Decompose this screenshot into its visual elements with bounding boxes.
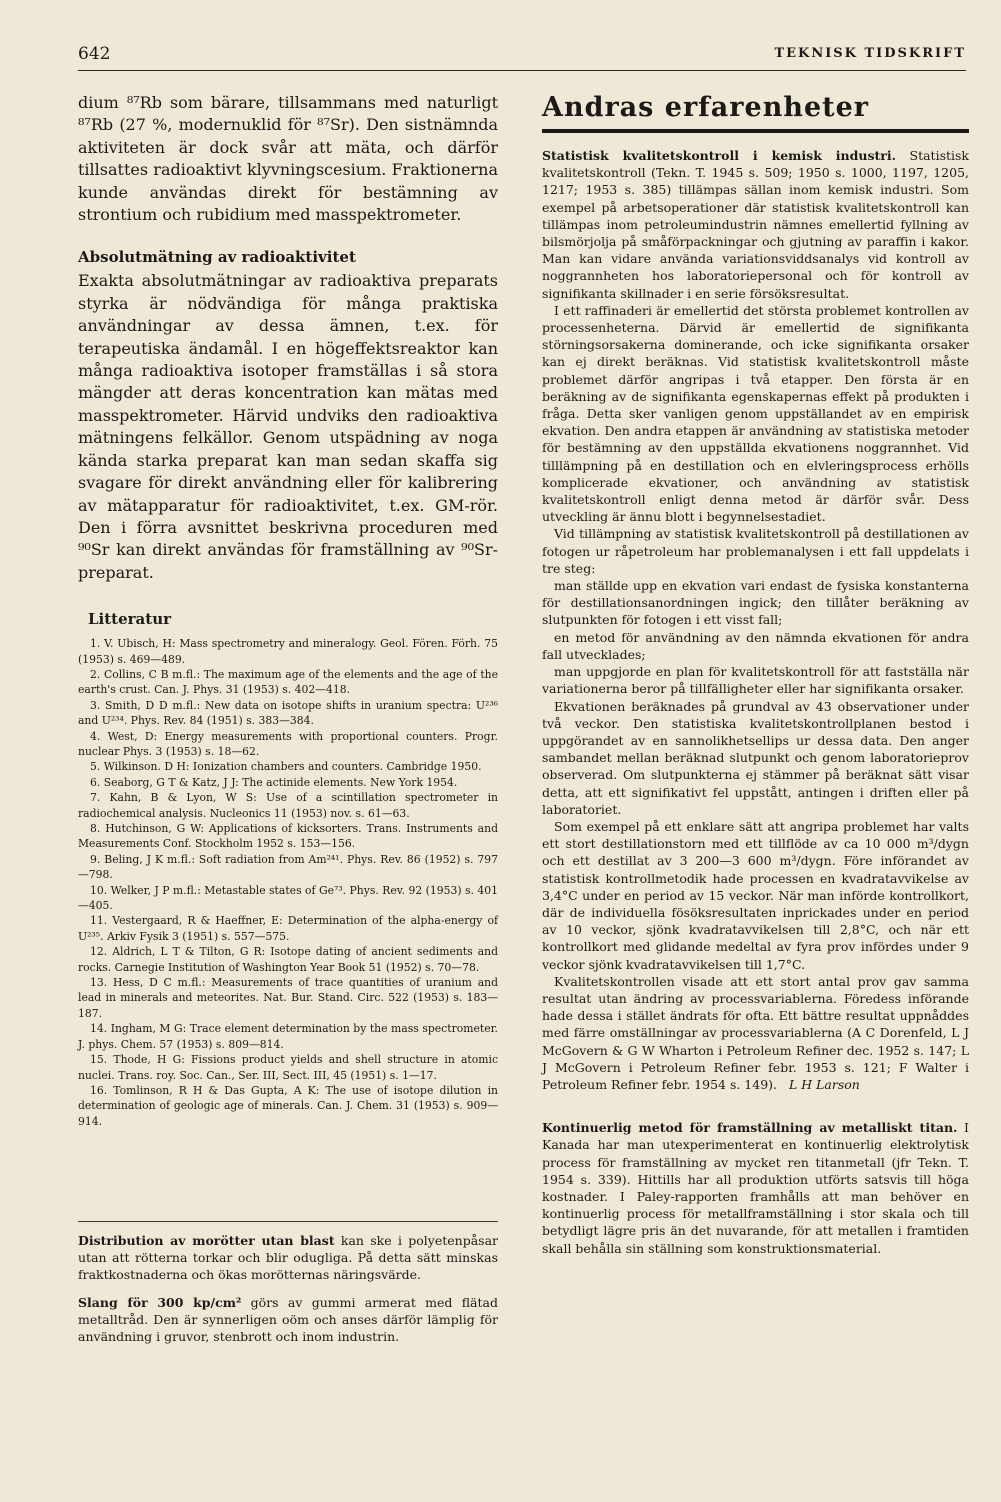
article1-step: en metod för användning av den nämnda ekvationen för andra fall utvecklades; bbox=[542, 629, 969, 662]
reference-item: 7. Kahn, B & Lyon, W S: Use of a scintillation spectrometer in radiochemical analysis. Nucleonics 11 (1953) nov. s. 61—63. bbox=[78, 791, 498, 820]
right-column bbox=[542, 92, 969, 1257]
notes-divider bbox=[78, 1221, 498, 1222]
article2-lead: Kontinuerlig metod för framställning av metalliskt titan. bbox=[542, 1120, 958, 1136]
reference-item: 12. Aldrich, L T & Tilton, G R: Isotope dating of ancient sediments and rocks. Carnegie Institution of Washington Year Book 51 (1952) s. 70—78. bbox=[78, 945, 498, 974]
article1-step: man uppgjorde en plan för kvalitetskontroll för att fastställa när variationerna beror på tillfälligheter eller har signifikanta orsaker. bbox=[542, 664, 969, 697]
left-notes bbox=[78, 1232, 498, 1345]
reference-item: 15. Thode, H G: Fissions product yields and shell structure in atomic nuclei. Trans. roy. Soc. Can., Ser. III, Sect. III, 45 (1951) s. 1—17. bbox=[78, 1053, 498, 1082]
note-hose-text: görs av gummi armerat med flätad metalltråd. Den är synnerligen oöm och anses därför lämplig för användning i gruvor, stenbrott och inom industrin. bbox=[78, 1294, 498, 1345]
author-signature: L H Larson bbox=[788, 1076, 860, 1092]
absolut-paragraph: Exakta absolutmätningar av radioaktiva preparats styrka är nödvändiga för många praktiska användningar av dessa ämnen, t.ex. för terapeutiska ändamål. I en högeffektsreaktor kan många radioaktiva isotoper framställas i så stora mängder att deras koncentration kan mätas med masspektrometer. Härvid undviks den radioaktiva mätningens felkällor. Genom utspädning av noga kända starka preparat kan man sedan skaffa sig svagare för direkt användning eller för kalibrering av mätapparatur för radioaktivitet, t.ex. GM-rör. Den i förra avsnittet beskrivna proceduren med ⁹⁰Sr kan direkt användas för framställning av ⁹⁰Sr-preparat. bbox=[78, 271, 498, 582]
reference-item: 11. Vestergaard, R & Haeffner, E: Determination of the alpha-energy of U²³⁵. Arkiv Fysik 3 (1951) s. 557—575. bbox=[78, 914, 498, 943]
article2-text: I Kanada har man utexperimenterat en kontinuerlig elektrolytisk process för framställning av mycket ren titanmetall (jfr Tekn. T. 1954 s. 339). Hittills har all produktion utförts satsvis till höga kostnader. I Paley-rapporten framhålls att man behöver en kontinuerlig process för metallframställning i stor skala och till betydligt lägre pris än det nuvarande, för att metallen i framtiden skall behålla sin ställning som konstruktionsmaterial. bbox=[542, 1120, 969, 1256]
article1-final-text: Kvalitetskontrollen visade att ett stort antal prov gav samma resultat utan ändring av processvariablerna. Föredess införande hade dessa i stället ändrats för ofta. Ett bättre resultat uppnåddes med färre omställningar av processvariablerna (A C Dorenfeld, L J McGovern & G W Wharton i Petroleum Refiner dec. 1952 s. 147; L J McGovern i Petroleum Refiner febr. 1953 s. 121; F Walter i Petroleum Refiner febr. 1954 s. 149). bbox=[542, 973, 969, 1092]
reference-item: 14. Ingham, M G: Trace element determination by the mass spectrometer. J. phys. Chem. 57 (1953) s. 809—814. bbox=[78, 1022, 498, 1051]
reference-item: 3. Smith, D D m.fl.: New data on isotope shifts in uranium spectra: U²³⁶ and U²³⁴. Phys. Rev. 84 (1951) s. 383—384. bbox=[78, 698, 498, 728]
page-number: 642 bbox=[78, 44, 111, 64]
article1-intro-text: Statistisk kvalitetskontroll (Tekn. T. 1945 s. 509; 1950 s. 1000, 1197, 1205, 1217; 1953 s. 385) tillämpas sällan inom kemisk industri. Som exempel på arbetsoperationer där statistisk kvalitetskontroll kan tillämpas inom petroleumindustrin nämnes emellertid fyllning av bilsmörjolja på småförpackningar och gjutning av paraffin i kakor. Man kan vidare använda variationsviddsanalys vid kontroll av noggrannheten hos laboratoriepersonal och för kontroll av signifikanta skillnader i en serie försöksresultat. bbox=[542, 148, 969, 301]
header-rule bbox=[78, 70, 966, 71]
article1-paragraph: I ett raffinaderi är emellertid det största problemet kontrollen av processenheterna. Därvid är emellertid de signifikanta störningsorsakerna dominerande, och icke signifikanta orsaker kan ej direkt beräknas. Vid statistisk kvalitetskontroll måste problemet därför angripas i två etapper. Den första är en beräkning av de signifikanta egenskapernas effekt på produkten i fråga. Detta sker vanligen genom uppställandet av en empirisk ekvation. Den andra etappen är användning av statistiska metoder för bestämning av den uppställda ekvationens noggrannhet. Vid tilllämpning på en destillation och en elvleringsprocess erhölls komplicerade ekvationer, och användning av statistisk kvalitetskontroll enligt denna metod är därför svår. Dess utveckling är ännu blott i begynnelsestadiet. bbox=[542, 302, 969, 525]
left-column bbox=[78, 92, 498, 1129]
page-header bbox=[78, 40, 966, 66]
reference-item: 6. Seaborg, G T & Katz, J J: The actinide elements. New York 1954. bbox=[90, 775, 458, 789]
reference-item: 9. Beling, J K m.fl.: Soft radiation from Am²⁴¹. Phys. Rev. 86 (1952) s. 797—798. bbox=[78, 852, 498, 882]
note-carrots-lead: Distribution av morötter utan blast bbox=[78, 1233, 335, 1248]
article1-step: man ställde upp en ekvation vari endast de fysiska konstanterna för destillationsanordningen ingick; den tillåter beräkning av slutpunkten för fotogen i ett visst fall; bbox=[542, 578, 969, 628]
literature-heading: Litteratur bbox=[88, 610, 172, 629]
reference-item: 2. Collins, C B m.fl.: The maximum age of the elements and the age of the earth's crust. Can. J. Phys. 31 (1953) s. 402—418. bbox=[78, 667, 498, 697]
reference-item: 16. Tomlinson, R H & Das Gupta, A K: The use of isotope dilution in determination of geologic age of minerals. Can. J. Chem. 31 (1953) s. 909—914. bbox=[78, 1083, 498, 1128]
intro-paragraph: dium ⁸⁷Rb som bärare, tillsammans med naturligt ⁸⁷Rb (27 %, modernuklid för ⁸⁷Sr). Den sistnämnda aktiviteten är dock svår att mäta, och därför tillsattes radioaktivt klyvningscesium. Fraktionerna kunde användas direkt för bestämning av strontium och rubidium med masspektrometer. bbox=[78, 93, 498, 225]
article1-intro bbox=[542, 147, 969, 302]
article1-paragraph: Vid tillämpning av statistisk kvalitetskontroll på destillationen av fotogen ur råpetroleum har problemanalysen i ett fall uppdelats i tre steg: bbox=[542, 526, 969, 576]
reference-item: 5. Wilkinson. D H: Ionization chambers and counters. Cambridge 1950. bbox=[90, 760, 482, 774]
section-title-rule bbox=[542, 129, 969, 133]
note-hose-lead: Slang för 300 kp/cm² bbox=[78, 1294, 242, 1310]
journal-title: TEKNISK TIDSKRIFT bbox=[774, 46, 966, 61]
note-carrots bbox=[78, 1232, 498, 1284]
article1-paragraph bbox=[542, 973, 969, 1093]
section-title: Andras erfarenheter bbox=[542, 92, 870, 123]
article2 bbox=[542, 1119, 969, 1257]
note-carrots-text: kan ske i polyetenpåsar utan att rötterna torkar och blir odugliga. På detta sätt minskas fraktkostnaderna och ökas morötternas näringsvärde. bbox=[78, 1233, 498, 1283]
reference-item: 10. Welker, J P m.fl.: Metastable states of Ge⁷³. Phys. Rev. 92 (1953) s. 401—405. bbox=[78, 883, 498, 913]
article1-lead: Statistisk kvalitetskontroll i kemisk industri. bbox=[542, 148, 896, 163]
reference-item: 13. Hess, D C m.fl.: Measurements of trace quantities of uranium and lead in minerals and meteorites. Nat. Bur. Stand. Circ. 522 (1953) s. 183—187. bbox=[78, 976, 498, 1020]
reference-item: 8. Hutchinson, G W: Applications of kicksorters. Trans. Instruments and Measurements Conf. Stockholm 1952 s. 153—156. bbox=[78, 822, 498, 851]
article1-paragraph: Ekvationen beräknades på grundval av 43 observationer under två veckor. Den statistiska kvalitetskontrollplanen bestod i uppgörandet av en sannolikhetsellips ur dessa data. Den anger sambandet mellan beräknad slutpunkt och genom laboratorieprov observerad. Om slutpunkterna ej stämmer på beräknat sätt visar detta, att ett signifikativt fel uppstått, antingen i driften eller på laboratoriet. bbox=[542, 698, 969, 817]
reference-item: 1. V. Ubisch, H: Mass spectrometry and mineralogy. Geol. Fören. Förh. 75 (1953) s. 469—489. bbox=[78, 637, 498, 666]
reference-item: 4. West, D: Energy measurements with proportional counters. Progr. nuclear Phys. 3 (1953) s. 18—62. bbox=[78, 729, 498, 758]
reference-list bbox=[78, 636, 498, 1129]
article1-paragraph: Som exempel på ett enklare sätt att angripa problemet har valts ett stort destillationstorn med ett tillflöde av ca 10 000 m³/dygn och ett destillat av 3 200—3 600 m³/dygn. Före införandet av statistisk kontrollmetodik hade processen en kvadratavvikelse av 3,4°C under en period av 15 veckor. När man införde kontrollkort, där de individuella fösöksresultaten inprickades under en period av 10 veckor, sjönk kvadratavvikelsen till 2,8°C, och när ett kontrollkort med glidande medeltal av fyra prov infördes under 9 veckor sjönk kvadratavvikelsen till 1,7°C. bbox=[542, 818, 969, 972]
note-hose bbox=[78, 1294, 498, 1346]
absolut-heading: Absolutmätning av radioaktivitet bbox=[78, 248, 356, 267]
